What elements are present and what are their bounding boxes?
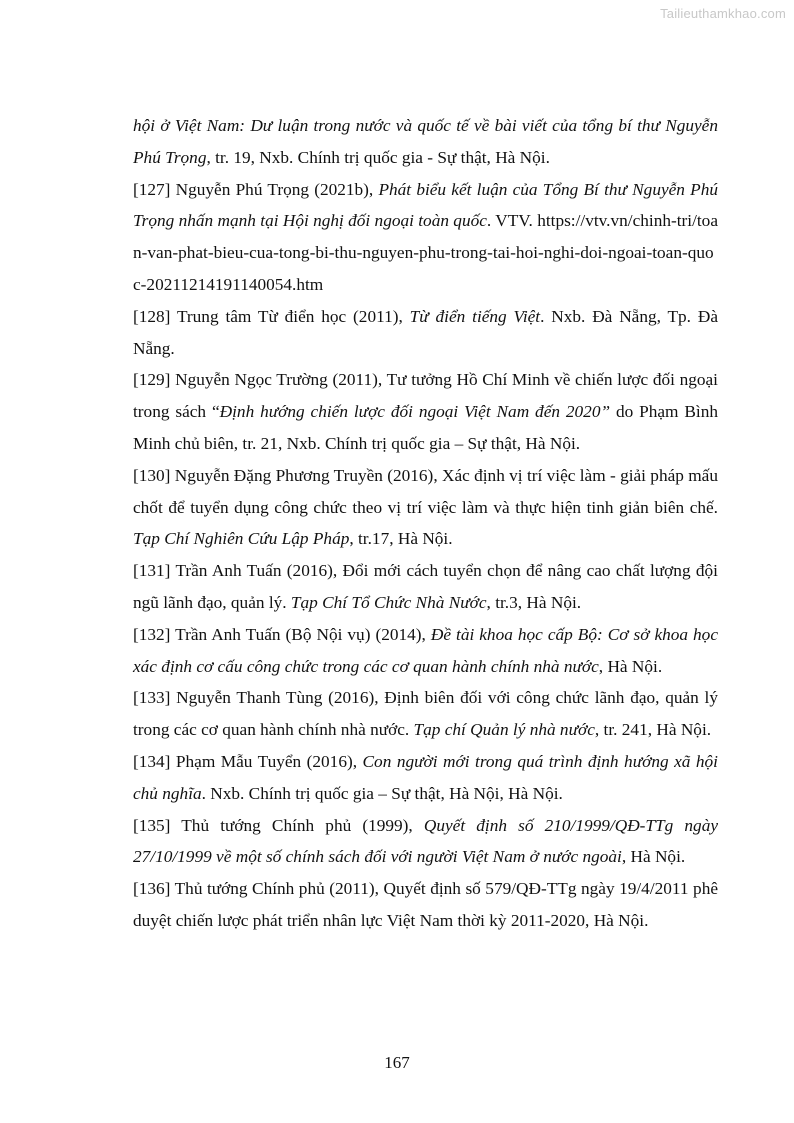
reference-131-lead: [131] Trần Anh Tuấn (2016), Đổi mới cách tuyển chọn để nâng cao chất lượng đội ngũ lãnh đạo, quản lý. <box>133 561 718 612</box>
page-number: 167 <box>384 1053 410 1072</box>
reference-133-lead: [133] Nguyễn Thanh Tùng (2016), Định biên đối với công chức lãnh đạo, quản lý trong các cơ quan hành chính nhà nước. <box>133 688 718 740</box>
reference-132 <box>133 619 718 683</box>
reference-130 <box>133 460 718 555</box>
reference-133-title: Tạp chí Quản lý nhà nước <box>413 720 595 740</box>
reference-127-mid: . VTV. <box>486 211 533 231</box>
reference-128-lead: [128] Trung tâm Từ điển học (2011), <box>133 306 410 326</box>
reference-134-lead: [134] Phạm Mẫu Tuyển (2016), <box>133 751 363 771</box>
reference-129 <box>133 364 718 459</box>
reference-126-continued <box>133 110 718 174</box>
reference-130-lead: [130] Nguyễn Đặng Phương Truyền (2016), Xác định vị trí việc làm - giải pháp mấu chốt để tuyển dụng công chức theo vị trí việc làm và thực hiện tinh giản biên chế. <box>133 465 718 517</box>
reference-134-rest: . Nxb. Chính trị quốc gia – Sự thật, Hà Nội, Hà Nội. <box>201 783 563 803</box>
reference-134 <box>133 746 718 810</box>
reference-135 <box>133 810 718 874</box>
reference-130-rest: , tr.17, Hà Nội. <box>349 529 453 549</box>
reference-127-lead: [127] Nguyễn Phú Trọng (2021b), <box>133 179 379 199</box>
reference-126-title: hội ở Việt Nam: Dư luận trong nước và quốc tế về bài viết của tổng bí thư Nguyễn Phú Trọng <box>133 116 718 167</box>
reference-128 <box>133 301 718 365</box>
reference-127-url[interactable]: https://vtv.vn/chinh-tri/toan-van-phat-bieu-cua-tong-bi-thu-nguyen-phu-trong-tai-hoi-nghi-doi-ngoai-toan-quoc-20211214191140054.htm <box>133 211 718 294</box>
watermark: Tailieuthamkhao.com <box>660 6 786 21</box>
reference-136: [136] Thủ tướng Chính phủ (2011), Quyết định số 579/QĐ-TTg ngày 19/4/2011 phê duyệt chiến lược phát triển nhân lực Việt Nam thời kỳ 2011-2020, Hà Nội. <box>133 879 718 930</box>
reference-126-rest: , tr. 19, Nxb. Chính trị quốc gia - Sự thật, Hà Nội. <box>206 147 550 167</box>
reference-133 <box>133 682 718 746</box>
reference-135-rest: , Hà Nội. <box>621 847 686 867</box>
reference-127 <box>133 174 718 301</box>
reference-129-lead: [129] Nguyễn Ngọc Trường (2011), Tư tưởng Hồ Chí Minh về chiến lược đối ngoại trong sách “ <box>133 370 718 422</box>
reference-132-title: Đề tài khoa học cấp Bộ: Cơ sở khoa học xác định cơ cấu công chức trong các cơ quan hành chính nhà nước <box>133 624 718 676</box>
reference-127-title: Phát biểu kết luận của Tổng Bí thư Nguyễn Phú Trọng nhấn mạnh tại Hội nghị đối ngoại toàn quốc <box>133 179 718 231</box>
reference-133-rest: , tr. 241, Hà Nội. <box>594 720 712 740</box>
reference-131 <box>133 555 718 619</box>
reference-131-rest: , tr.3, Hà Nội. <box>486 592 582 612</box>
reference-128-title: Từ điển tiếng Việt <box>409 306 541 326</box>
reference-130-title: Tạp Chí Nghiên Cứu Lập Pháp <box>133 529 350 549</box>
reference-131-title: Tạp Chí Tổ Chức Nhà Nước <box>290 592 487 612</box>
reference-list <box>133 110 718 937</box>
reference-128-rest: . Nxb. Đà Nẵng, Tp. Đà Nẵng. <box>133 306 718 358</box>
reference-135-lead: [135] Thủ tướng Chính phủ (1999), <box>133 815 424 835</box>
reference-135-title: Quyết định số 210/1999/QĐ-TTg ngày 27/10/1999 về một số chính sách đối với người Việt Nam ở nước ngoài <box>133 815 719 867</box>
reference-132-lead: [132] Trần Anh Tuấn (Bộ Nội vụ) (2014), <box>133 624 431 644</box>
reference-134-title: Con người mới trong quá trình định hướng xã hội chủ nghĩa <box>133 751 718 803</box>
reference-129-title: Định hướng chiến lược đối ngoại Việt Nam đến 2020” <box>219 402 611 422</box>
reference-129-rest: do Phạm Bình Minh chủ biên, tr. 21, Nxb. Chính trị quốc gia – Sự thật, Hà Nội. <box>133 402 718 453</box>
reference-132-rest: , Hà Nội. <box>598 656 663 676</box>
